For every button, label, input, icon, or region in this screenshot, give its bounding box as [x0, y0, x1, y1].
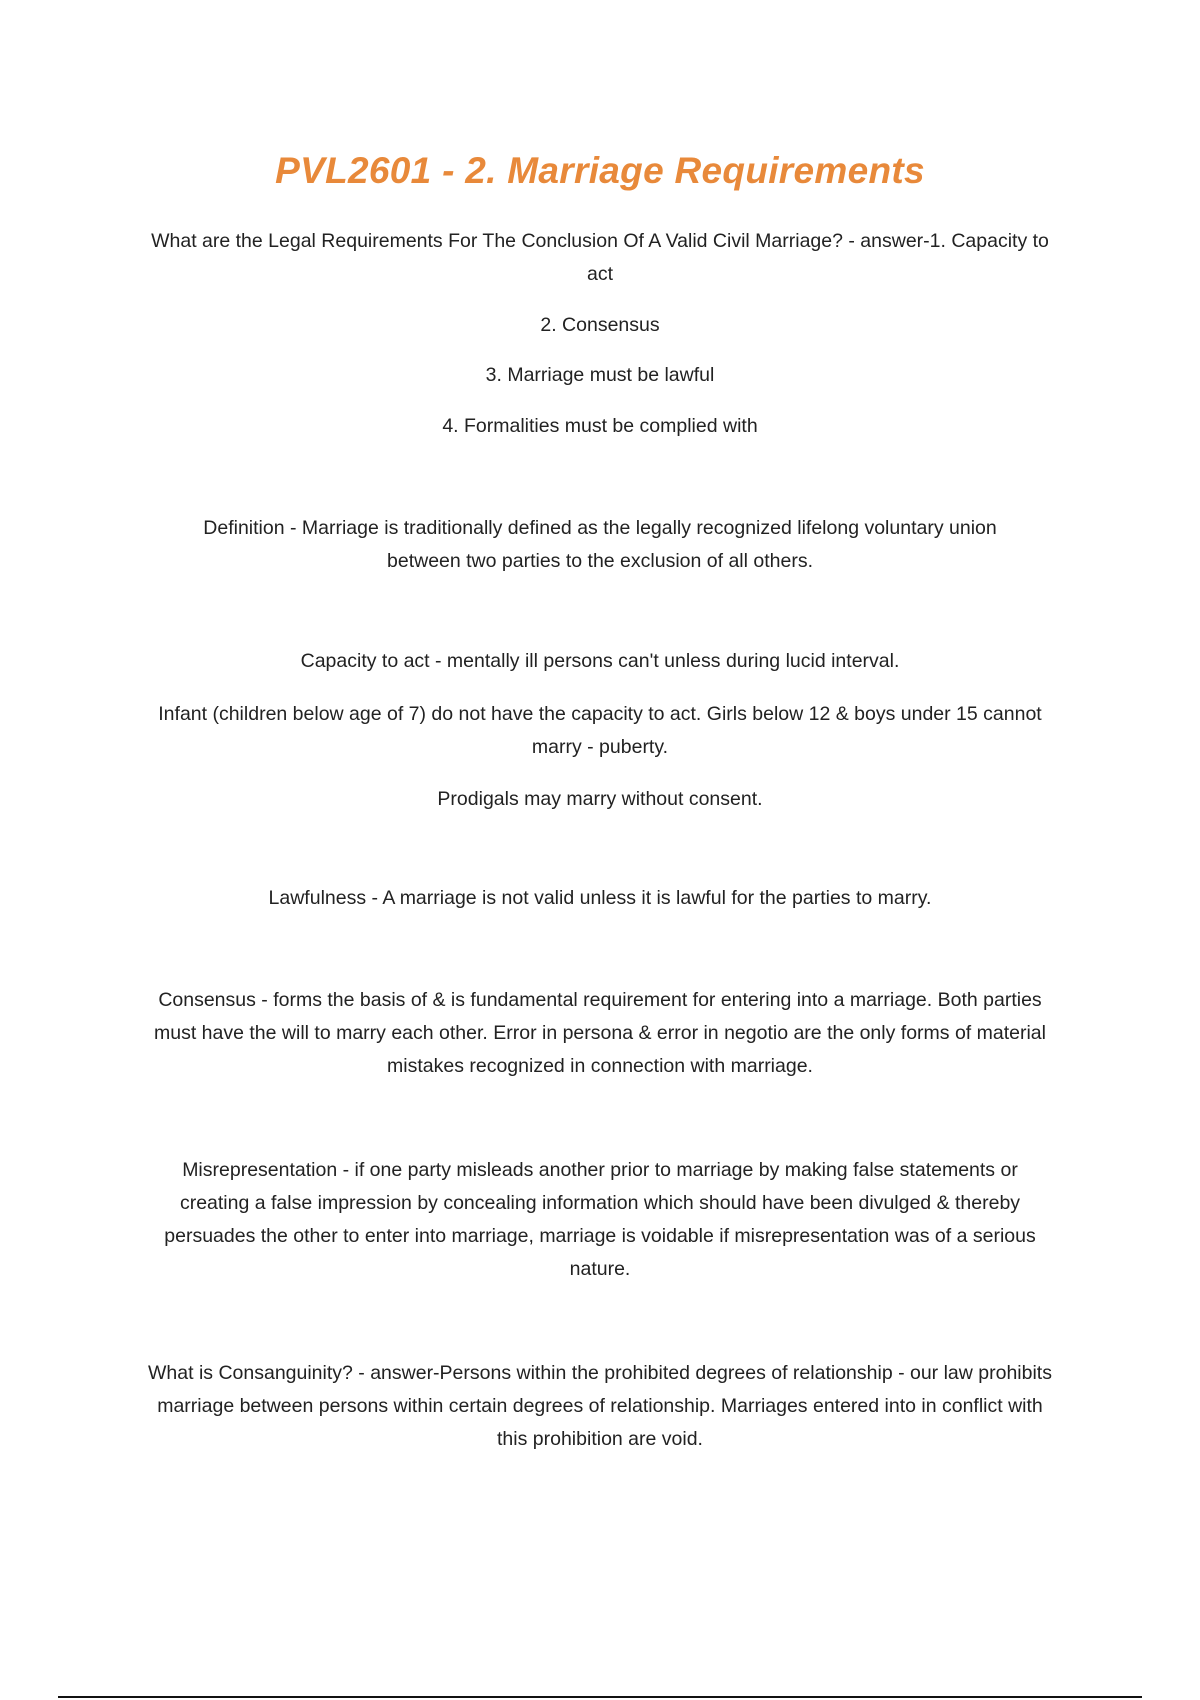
- page-title: PVL2601 - 2. Marriage Requirements: [275, 150, 925, 191]
- consensus-paragraph: [145, 984, 1055, 1083]
- capacity-line-3: [145, 783, 1055, 816]
- capacity-line-1: [145, 645, 1055, 678]
- requirement-item-2: [145, 309, 1055, 342]
- consanguinity-text: What is Consanguinity? - answer-Persons within the prohibited degrees of relationship - our law prohibits marriage between persons within certain degrees of relationship. Marriages entered into in conflict with this prohibition are void.: [148, 1362, 1052, 1450]
- capacity-line-3-text: Prodigals may marry without consent.: [437, 788, 763, 810]
- requirements-question-text: What are the Legal Requirements For The Conclusion Of A Valid Civil Marriage? - answer-1. Capacity to act: [151, 230, 1049, 285]
- definition-text: Definition - Marriage is traditionally defined as the legally recognized lifelong voluntary union between two parties to the exclusion of all others.: [203, 517, 997, 572]
- consanguinity-paragraph: [145, 1357, 1055, 1456]
- requirements-question: [145, 225, 1055, 291]
- misrepresentation-paragraph: [145, 1154, 1055, 1286]
- requirement-item-2-text: 2. Consensus: [540, 314, 660, 336]
- definition-paragraph: [165, 512, 1035, 578]
- consensus-text: Consensus - forms the basis of & is fundamental requirement for entering into a marriage. Both parties must have the will to marry each other. Error in persona & error in negotio are the only forms of material mistakes recognized in connection with marriage.: [154, 989, 1046, 1077]
- lawfulness-paragraph: [145, 882, 1055, 915]
- requirement-item-3-text: 3. Marriage must be lawful: [485, 364, 715, 386]
- misrepresentation-text: Misrepresentation - if one party misleads another prior to marriage by making false statements or creating a false impression by concealing information which should have been divulged & thereby persuades the other to enter into marriage, marriage is voidable if misrepresentation was of a serious nature.: [164, 1159, 1036, 1280]
- capacity-line-2: [145, 698, 1055, 764]
- footer-divider: [58, 1696, 1142, 1698]
- capacity-line-2-text: Infant (children below age of 7) do not have the capacity to act. Girls below 12 & boys under 15 cannot marry - puberty.: [158, 703, 1042, 758]
- requirement-item-3: [145, 359, 1055, 392]
- requirement-item-4-text: 4. Formalities must be complied with: [442, 415, 758, 437]
- capacity-line-1-text: Capacity to act - mentally ill persons can't unless during lucid interval.: [300, 650, 900, 672]
- requirement-item-4: [145, 410, 1055, 443]
- lawfulness-text: Lawfulness - A marriage is not valid unless it is lawful for the parties to marry.: [268, 887, 932, 909]
